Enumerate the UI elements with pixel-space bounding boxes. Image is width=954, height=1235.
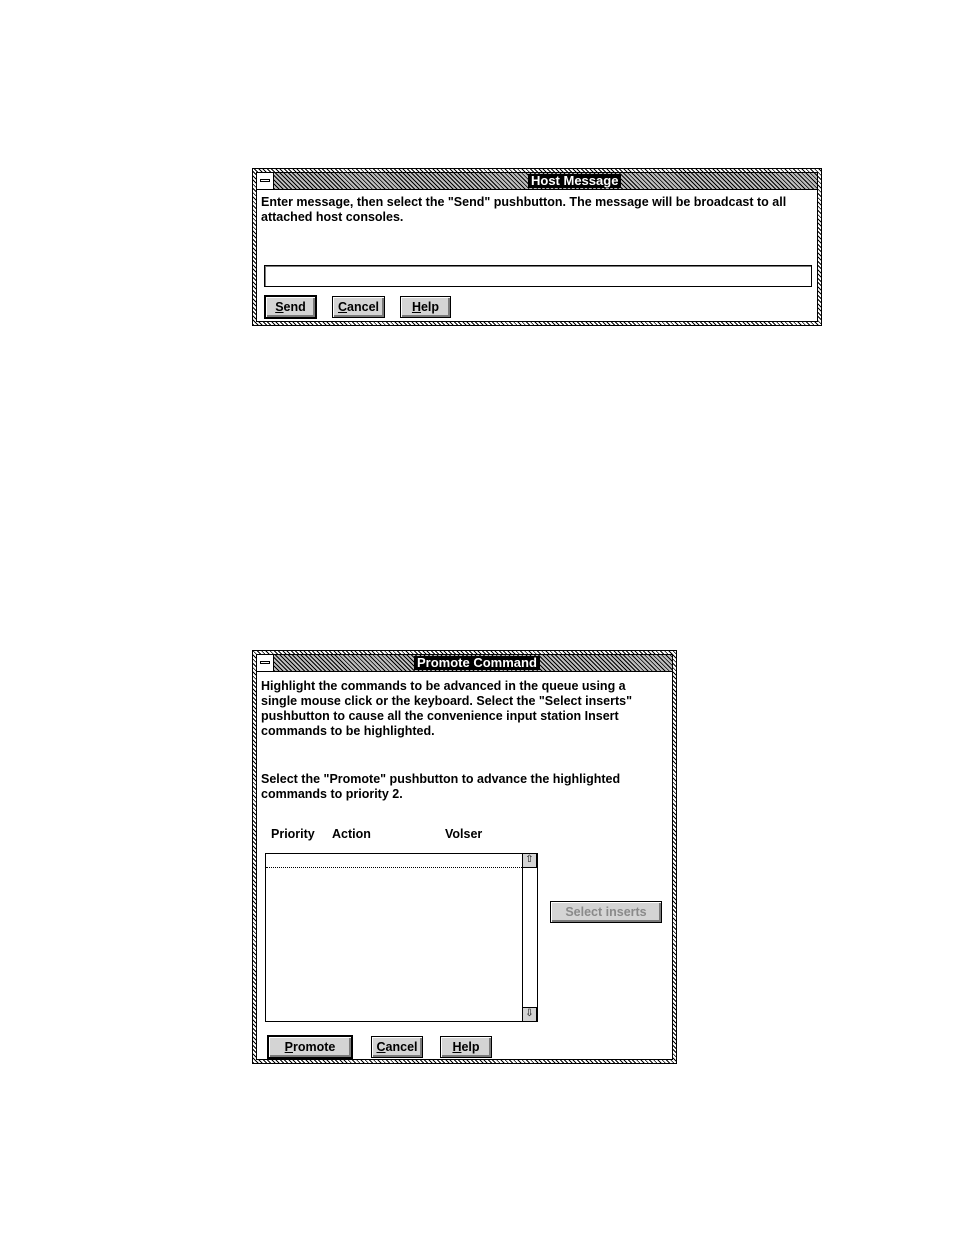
help-label: Help <box>411 300 440 314</box>
message-input[interactable] <box>264 265 812 287</box>
promote-command-title: Promote Command <box>414 656 540 670</box>
promote-command-description-2: Select the "Promote" pushbutton to advance the highlighted commands to priority 2. <box>261 772 621 801</box>
promote-button[interactable] <box>267 1035 353 1059</box>
select-inserts-button[interactable] <box>550 901 662 923</box>
host-message-dialog <box>252 168 822 326</box>
promote-label: Promote <box>284 1040 336 1054</box>
promote-command-frame <box>256 654 673 1060</box>
list-focus-row[interactable] <box>266 854 522 868</box>
cancel-button[interactable] <box>332 296 385 318</box>
command-queue-listbox[interactable] <box>265 853 538 1022</box>
cancel-button[interactable] <box>371 1036 423 1058</box>
vertical-scrollbar[interactable] <box>522 854 537 1021</box>
send-label: Send <box>275 300 306 314</box>
system-menu-icon[interactable] <box>257 173 274 189</box>
host-message-description: Enter message, then select the "Send" pushbutton. The message will be broadcast to all attached host consoles. <box>261 195 787 224</box>
scroll-up-arrow-icon[interactable]: ⇧ <box>523 854 537 868</box>
cancel-label: Cancel <box>338 300 379 314</box>
help-label: Help <box>452 1040 480 1054</box>
scroll-down-arrow-icon[interactable]: ⇩ <box>523 1007 537 1021</box>
column-header-action: Action <box>332 827 371 841</box>
promote-command-titlebar[interactable] <box>257 655 672 672</box>
help-button[interactable] <box>440 1036 492 1058</box>
cancel-label: Cancel <box>376 1040 418 1054</box>
host-message-titlebar[interactable] <box>257 173 817 190</box>
promote-command-dialog <box>252 650 677 1064</box>
host-message-frame <box>256 172 818 322</box>
host-message-title: Host Message <box>528 174 621 188</box>
column-header-volser: Volser <box>445 827 483 841</box>
select-inserts-label: Select inserts <box>565 905 647 919</box>
help-button[interactable] <box>400 296 451 318</box>
send-button[interactable] <box>264 295 317 319</box>
system-menu-icon[interactable] <box>257 655 274 671</box>
column-header-priority: Priority <box>271 827 315 841</box>
promote-command-description: Highlight the commands to be advanced in the queue using a single mouse click or the keyboard. Select the "Select inserts" pushbutton to cause all the convenience input station Insert commands to be highlighted. <box>261 679 633 738</box>
